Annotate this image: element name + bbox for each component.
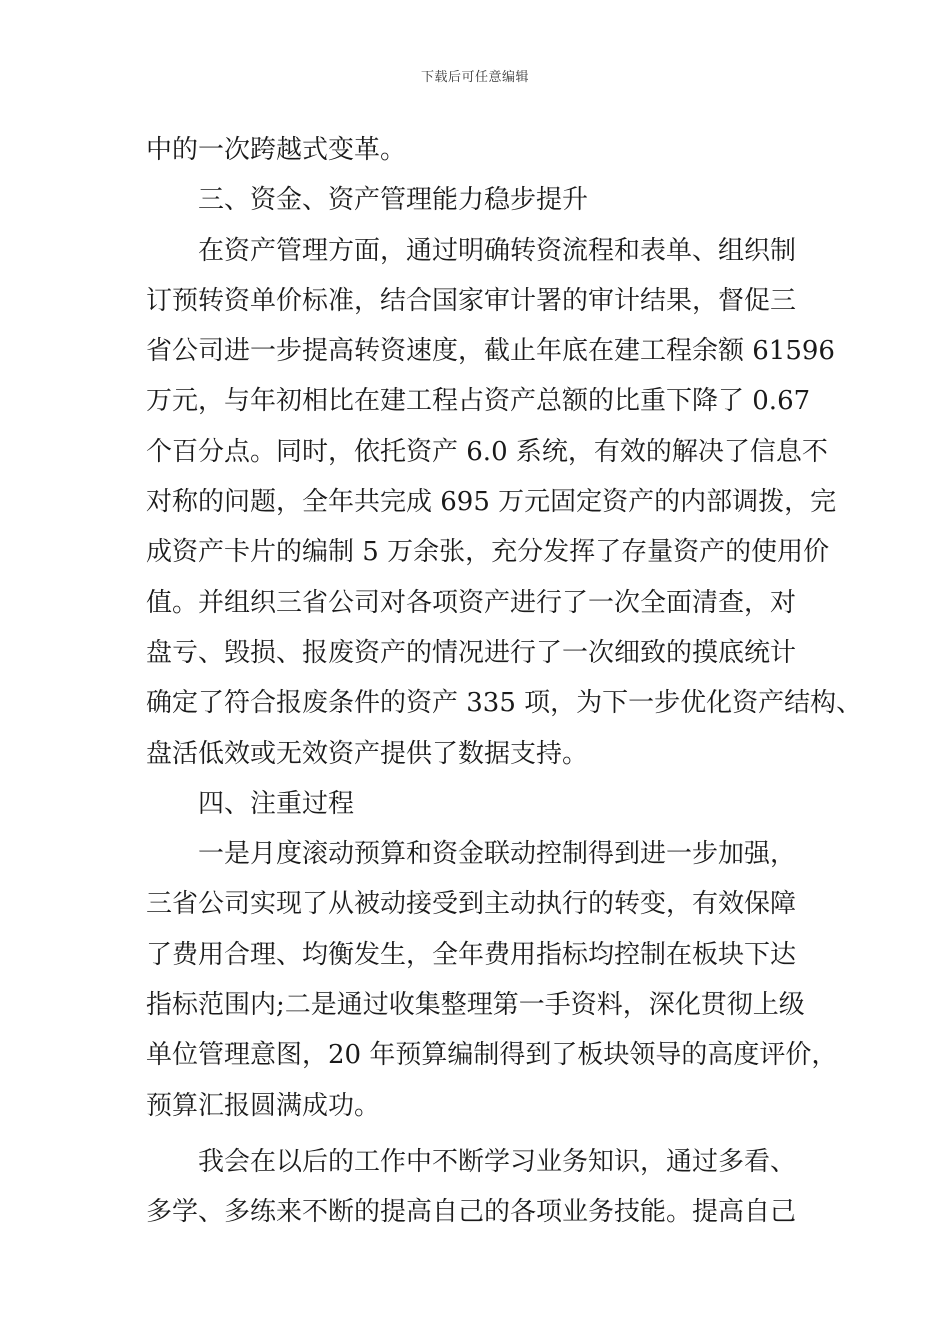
text-line: 指标范围内;二是通过收集整理第一手资料，深化贯彻上级 [146, 990, 805, 1021]
text-line: 预算汇报圆满成功。 [146, 1090, 381, 1121]
text-line: 一是月度滚动预算和资金联动控制得到进一步加强， [198, 839, 797, 870]
text-line: 我会在以后的工作中不断学习业务知识，通过多看、 [198, 1146, 797, 1177]
text-line: 单位管理意图，20 年预算编制得到了板块领导的高度评价， [146, 1040, 838, 1071]
text-line: 值。并组织三省公司对各项资产进行了一次全面清查，对 [146, 587, 797, 618]
text-line: 中的一次跨越式变革。 [146, 135, 407, 165]
text-line: 在资产管理方面，通过明确转资流程和表单、组织制 [198, 235, 797, 266]
text-line: 订预转资单价标准，结合国家审计署的审计结果，督促三 [146, 285, 797, 316]
text-line: 个百分点。同时，依托资产 6.0 系统，有效的解决了信息不 [146, 436, 828, 467]
text-line: 确定了符合报废条件的资产 335 项，为下一步优化资产结构、 [146, 688, 863, 719]
page-header: 下载后可任意编辑 [420, 70, 529, 85]
text-line: 对称的问题，全年共完成 695 万元固定资产的内部调拨，完 [146, 487, 837, 518]
text-line: 省公司进一步提高转资速度，截止年底在建工程余额 61596 [146, 336, 835, 367]
document-body [146, 125, 863, 1238]
text-line: 盘活低效或无效资产提供了数据支持。 [146, 738, 589, 769]
text-line: 盘亏、毁损、报废资产的情况进行了一次细致的摸底统计 [146, 637, 797, 668]
text-line: 多学、多练来不断的提高自己的各项业务技能。提高自己 [146, 1197, 797, 1228]
section-heading-3: 三、资金、资产管理能力稳步提升 [198, 185, 589, 216]
text-line: 了费用合理、均衡发生，全年费用指标均控制在板块下达 [146, 939, 797, 970]
text-line: 万元，与年初相比在建工程占资产总额的比重下降了 0.67 [146, 386, 811, 417]
text-line: 三省公司实现了从被动接受到主动执行的转变，有效保障 [146, 889, 797, 920]
text-line: 成资产卡片的编制 5 万余张，充分发挥了存量资产的使用价 [146, 537, 830, 568]
section-heading-4: 四、注重过程 [198, 788, 355, 819]
